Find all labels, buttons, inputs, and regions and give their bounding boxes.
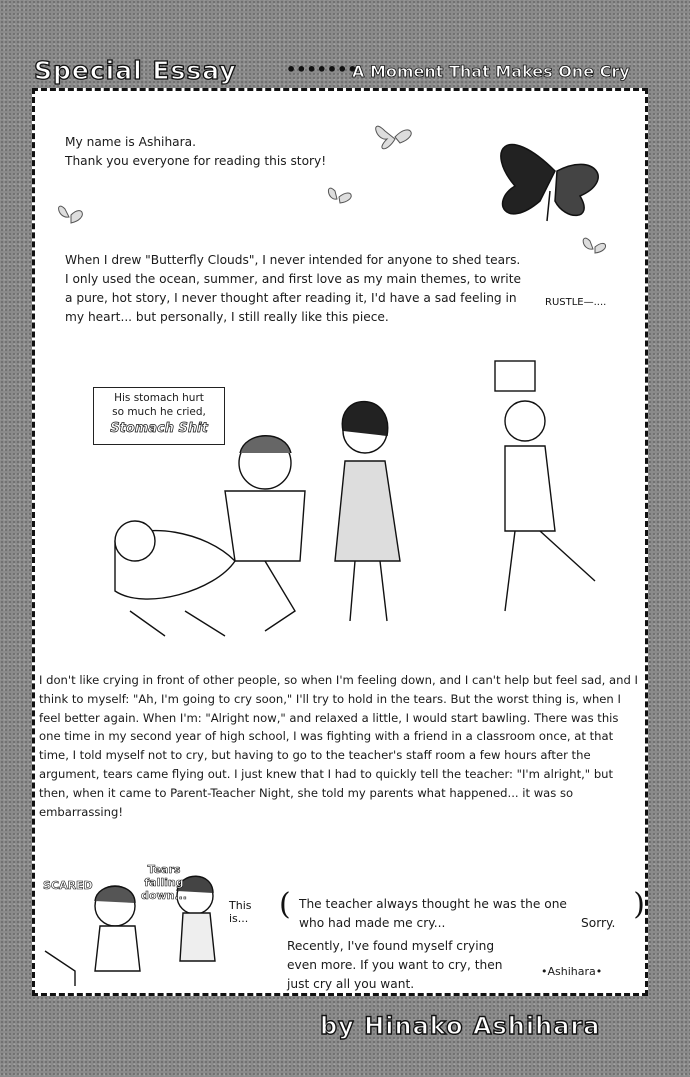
intro-text [65,133,425,171]
paragraph-closing: Recently, I've found myself crying even more. If you want to cry, then just cry all you want. [287,939,503,991]
note-line-2: who had made me cry... [299,916,446,930]
note-open-paren: ( [279,887,291,922]
paragraph-crying-story: I don't like crying in front of other people, so when I'm feeling down, and I can't help but feel sad, and I think to myself: "Ah, I'm going to cry soon," I'll try to hold in the tears. But the worst thing is, when I feel better again. When I'm: "Alright now," and relaxed a little, I would start bawling. There was this one time in my second year of high school, I was fighting with a friend in a classroom once, at that time, I told myself not to cry, but having to go to the teacher's staff room a few hours after the argument, tears came flying out. I just knew that I had to quickly tell the teacher: "I'm alright," but then, when it came to Parent-Teacher Night, she told my parents what happened... it was so embarrassing! [39,673,638,819]
intro-line-1: My name is Ashihara. [65,135,196,149]
essay-title: Special Essay [34,56,237,85]
illustration-layer [35,91,645,993]
essay-panel [32,88,648,996]
intro-line-2: Thank you everyone for reading this story! [65,154,327,168]
caption-line-2: so much he cried, [112,406,206,418]
note-line-1: The teacher always thought he was the one [299,897,567,911]
signature: •Ashihara• [541,965,603,978]
note-close-paren: ) [633,887,645,922]
essay-subtitle: A Moment That Makes One Cry [352,62,630,81]
sfx-tears: Tears falling down... [141,863,187,902]
caption-highlight: Stomach Shit [110,421,208,436]
sfx-this-is: This is... [229,899,252,925]
caption-line-1: His stomach hurt [114,392,204,404]
note-line-3: Sorry. [581,916,616,930]
teacher-note [279,887,649,935]
sfx-rustle: RUSTLE—.... [545,297,607,308]
butterfly-icon-large [501,145,598,221]
caption-box [93,387,225,445]
title-dots: ••••••• [286,60,358,79]
essay-header [34,56,674,92]
paragraph-butterfly-clouds: When I drew "Butterfly Clouds", I never intended for anyone to shed tears. I only used the ocean, summer, and first love as my main themes, to write a pure, hot story, I never thought after reading it, I'd have a sad feeling in my heart... but personally, I still really like this piece. [65,253,521,324]
sfx-scared: SCARED [43,879,93,892]
author-byline: by Hinako Ashihara [320,1012,601,1040]
